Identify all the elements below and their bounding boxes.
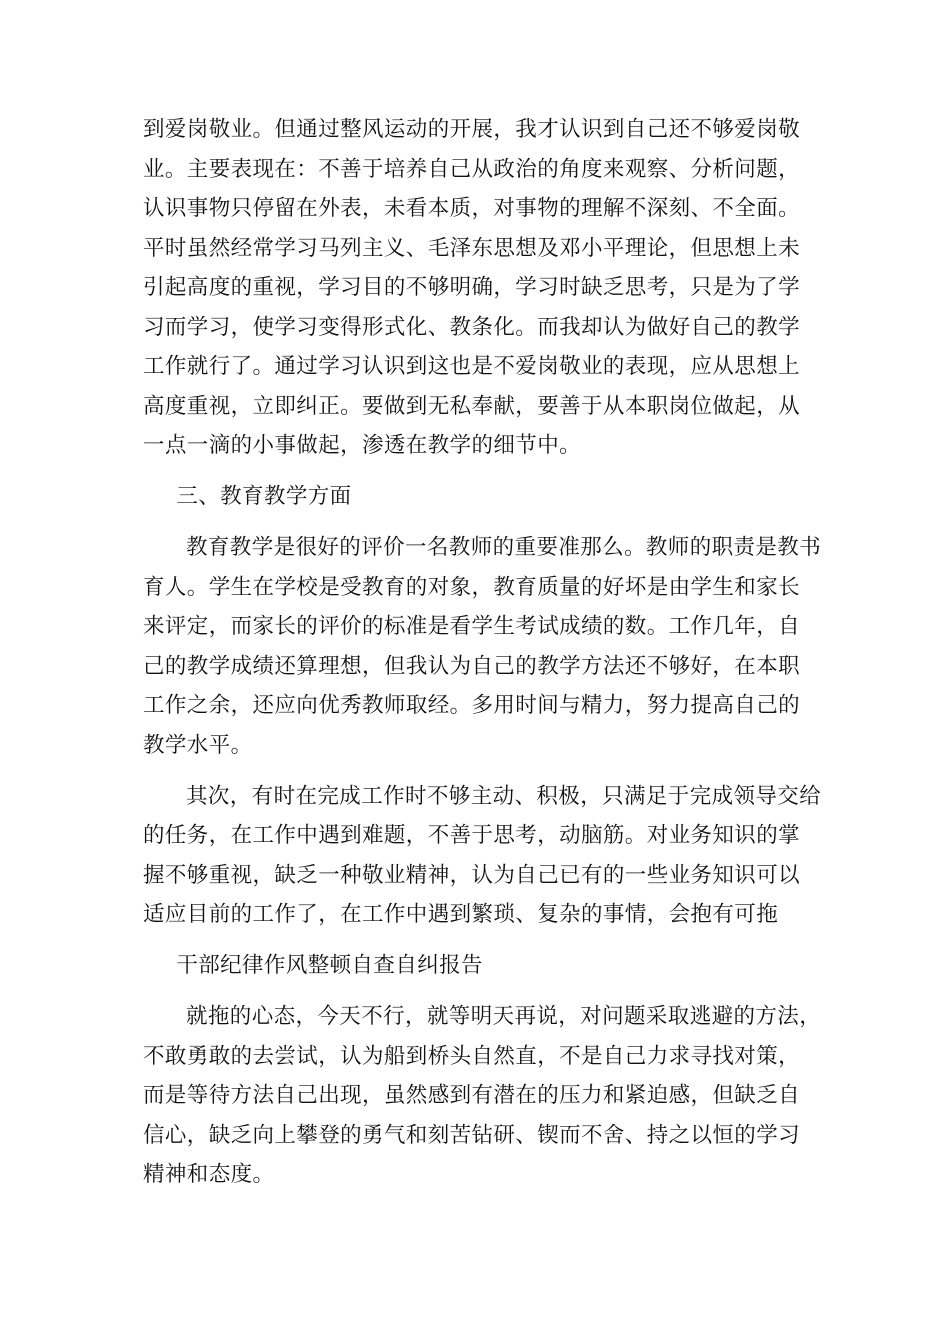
text-line: 握不够重视，缺乏一种敬业精神，认为自己已有的一些业务知识可以 — [143, 862, 801, 888]
text-line: 适应目前的工作了，在工作中遇到繁琐、复杂的事情，会抱有可拖 — [143, 902, 779, 927]
text-line: 工作就行了。通过学习认识到这也是不爱岗敬业的表现，应从思想上 — [143, 354, 801, 379]
text-line: 高度重视，立即纠正。要做到无私奉献，要善于从本职岗位做起，从 — [143, 393, 801, 419]
text-line: 其次，有时在完成工作时不够主动、积极，只满足于完成领导交给 — [186, 783, 822, 809]
text-line: 就拖的心态，今天不行，就等明天再说，对问题采取逃避的方法， — [186, 1004, 822, 1029]
section-heading-teaching — [143, 477, 807, 517]
text-line: 业。主要表现在：不善于培养自己从政治的角度来观察、分析问题， — [143, 156, 801, 182]
text-line: 己的教学成绩还算理想，但我认为自己的教学方法还不够好，在本职 — [143, 653, 801, 679]
paragraph-secondly — [143, 777, 822, 935]
text-line: 引起高度的重视，学习目的不够明确，学习时缺乏思考，只是为了学 — [143, 275, 801, 300]
paragraph-teaching — [143, 528, 822, 765]
text-line: 平时虽然经常学习马列主义、毛泽东思想及邓小平理论，但思想上未 — [143, 235, 801, 261]
text-line: 习而学习，使学习变得形式化、教条化。而我却认为做好自己的教学 — [143, 314, 801, 340]
text-line: 教学水平。 — [143, 732, 253, 758]
text-line: 不敢勇敢的去尝试，认为船到桥头自然直，不是自己力求寻找对策， — [143, 1043, 801, 1069]
text-line: 认识事物只停留在外表，未看本质，对事物的理解不深刻、不全面。 — [143, 196, 801, 221]
text-line: 教育教学是很好的评价一名教师的重要准那么。教师的职责是教书 — [186, 535, 822, 560]
text-line: 育人。学生在学校是受教育的对象，教育质量的好坏是由学生和家长 — [143, 574, 801, 600]
text-line: 一点一滴的小事做起，渗透在教学的细节中。 — [143, 433, 582, 458]
text-line: 而是等待方法自己出现，虽然感到有潜在的压力和紧迫感，但缺乏自 — [143, 1083, 801, 1108]
text-line: 到爱岗敬业。但通过整风运动的开展，我才认识到自己还不够爱岗敬 — [143, 117, 801, 142]
text-line: 信心，缺乏向上攀登的勇气和刻苦钻研、锲而不舍、持之以恒的学习 — [143, 1122, 801, 1148]
text-line: 来评定，而家长的评价的标准是看学生考试成绩的数。工作几年，自 — [143, 614, 801, 639]
text-line: 工作之余，还应向优秀教师取经。多用时间与精力，努力提高自己的 — [143, 693, 801, 718]
heading-text: 三、教育教学方面 — [176, 484, 352, 509]
paragraph-procrastination — [143, 997, 822, 1195]
text-line: 精神和态度。 — [143, 1162, 275, 1187]
paragraph-love-job — [143, 110, 807, 466]
heading-text: 干部纪律作风整顿自查自纠报告 — [176, 953, 483, 978]
text-line: 的任务，在工作中遇到难题，不善于思考，动脑筋。对业务知识的掌 — [143, 823, 801, 848]
report-title-heading — [143, 946, 807, 986]
